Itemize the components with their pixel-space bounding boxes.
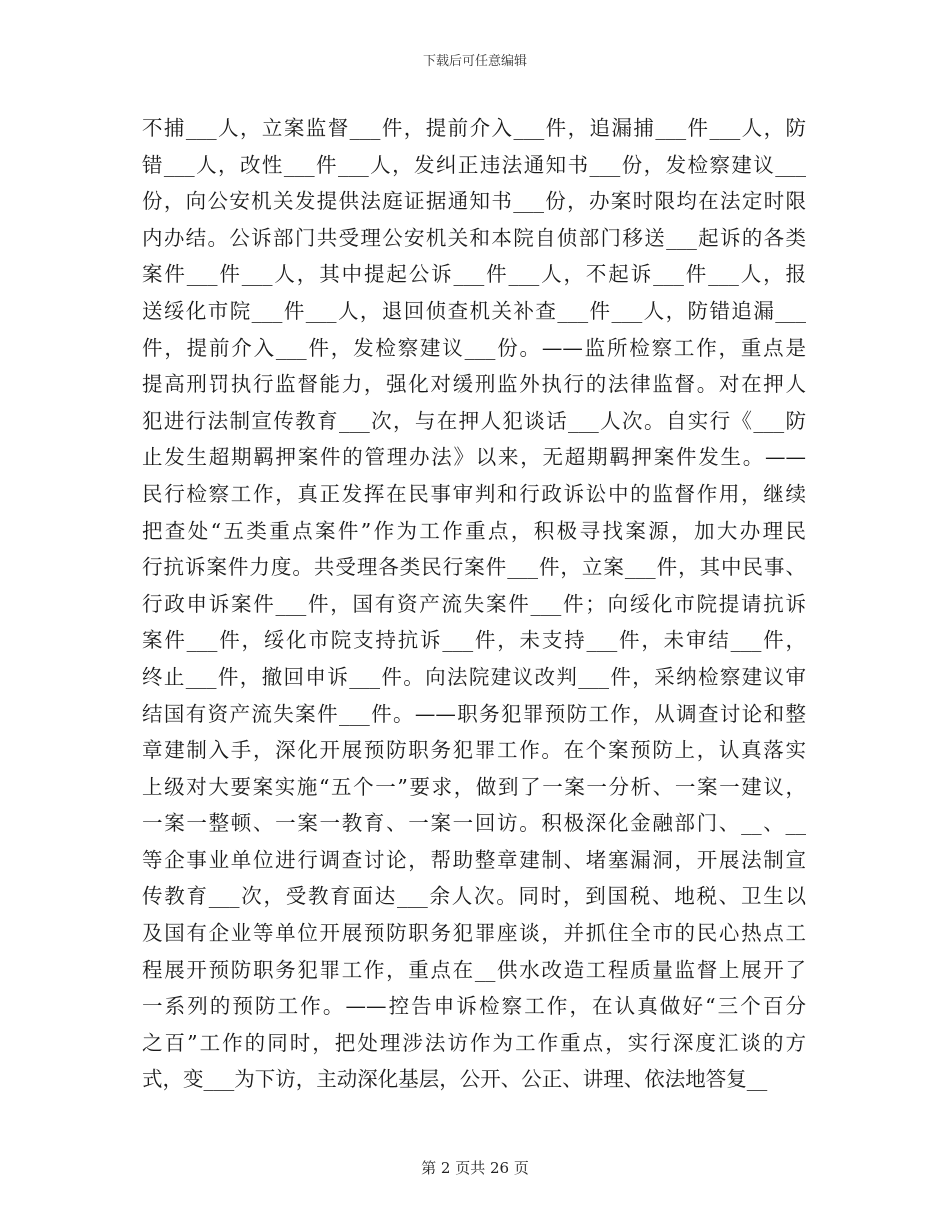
- body-line: 案件___件，绥化市院支持抗诉___件，未支持___件，未审结___件，: [142, 628, 806, 653]
- body-line: 式，变___为下访，主动深化基层，公开、公正、讲理、依法地答复__: [142, 1067, 768, 1092]
- body-line: 提高刑罚执行监督能力，强化对缓刑监外执行的法律监督。对在押人: [142, 372, 806, 397]
- body-line: 传教育___次，受教育面达___余人次。同时，到国税、地税、卫生以: [142, 884, 806, 909]
- body-line: 案件___件___人，其中提起公诉___件___人，不起诉___件___人，报: [142, 262, 806, 287]
- body-line: 止发生超期羁押案件的管理办法》以来，无超期羁押案件发生。——: [142, 445, 806, 470]
- body-line: 上级对大要案实施“五个一”要求，做到了一案一分析、一案一建议，: [142, 774, 806, 799]
- page-number-footer: 第 2 页共 26 页: [421, 1159, 529, 1177]
- body-line: 民行检察工作，真正发挥在民事审判和行政诉讼中的监督作用，继续: [142, 481, 806, 506]
- body-line: 犯进行法制宣传教育___次，与在押人犯谈话___人次。自实行《___防: [142, 408, 806, 433]
- body-line: 一案一整顿、一案一教育、一案一回访。积极深化金融部门、__、__: [142, 811, 806, 836]
- body-line: 终止___件，撤回申诉___件。向法院建议改判___件，采纳检察建议审: [142, 664, 806, 689]
- body-line: 件，提前介入___件，发检察建议___份。——监所检察工作，重点是: [142, 335, 806, 360]
- body-line: 程展开预防职务犯罪工作，重点在__供水改造工程质量监督上展开了: [142, 957, 806, 982]
- body-line: 及国有企业等单位开展预防职务犯罪座谈，并抓住全市的民心热点工: [142, 921, 806, 946]
- document-body: [142, 110, 806, 1098]
- body-line: 错___人，改性___件___人，发纠正违法通知书___份，发检察建议___: [142, 152, 806, 177]
- body-line: 行政申诉案件___件，国有资产流失案件___件；向绥化市院提请抗诉: [142, 591, 806, 616]
- body-line: 行抗诉案件力度。共受理各类民行案件___件，立案___件，其中民事、: [142, 555, 806, 580]
- page-header: 下载后可任意编辑: [422, 54, 527, 69]
- body-line: 等企事业单位进行调查讨论，帮助整章建制、堵塞漏洞，开展法制宣: [142, 847, 806, 872]
- body-line: 内办结。公诉部门共受理公安机关和本院自侦部门移送___起诉的各类: [142, 225, 806, 250]
- body-line: 结国有资产流失案件___件。——职务犯罪预防工作，从调查讨论和整: [142, 701, 806, 726]
- body-line: 份，向公安机关发提供法庭证据通知书___份，办案时限均在法定时限: [142, 189, 806, 214]
- body-line: 不捕___人，立案监督___件，提前介入___件，追漏捕___件___人，防: [142, 116, 806, 140]
- body-line: 章建制入手，深化开展预防职务犯罪工作。在个案预防上，认真落实: [142, 738, 806, 763]
- body-line: 一系列的预防工作。——控告申诉检察工作，在认真做好“三个百分: [142, 994, 806, 1019]
- body-line: 把查处“五类重点案件”作为工作重点，积极寻找案源，加大办理民: [142, 518, 806, 543]
- body-line: 送绥化市院___件___人，退回侦查机关补查___件___人，防错追漏___: [142, 298, 806, 323]
- body-line: 之百”工作的同时，把处理涉法访作为工作重点，实行深度汇谈的方: [142, 1030, 806, 1055]
